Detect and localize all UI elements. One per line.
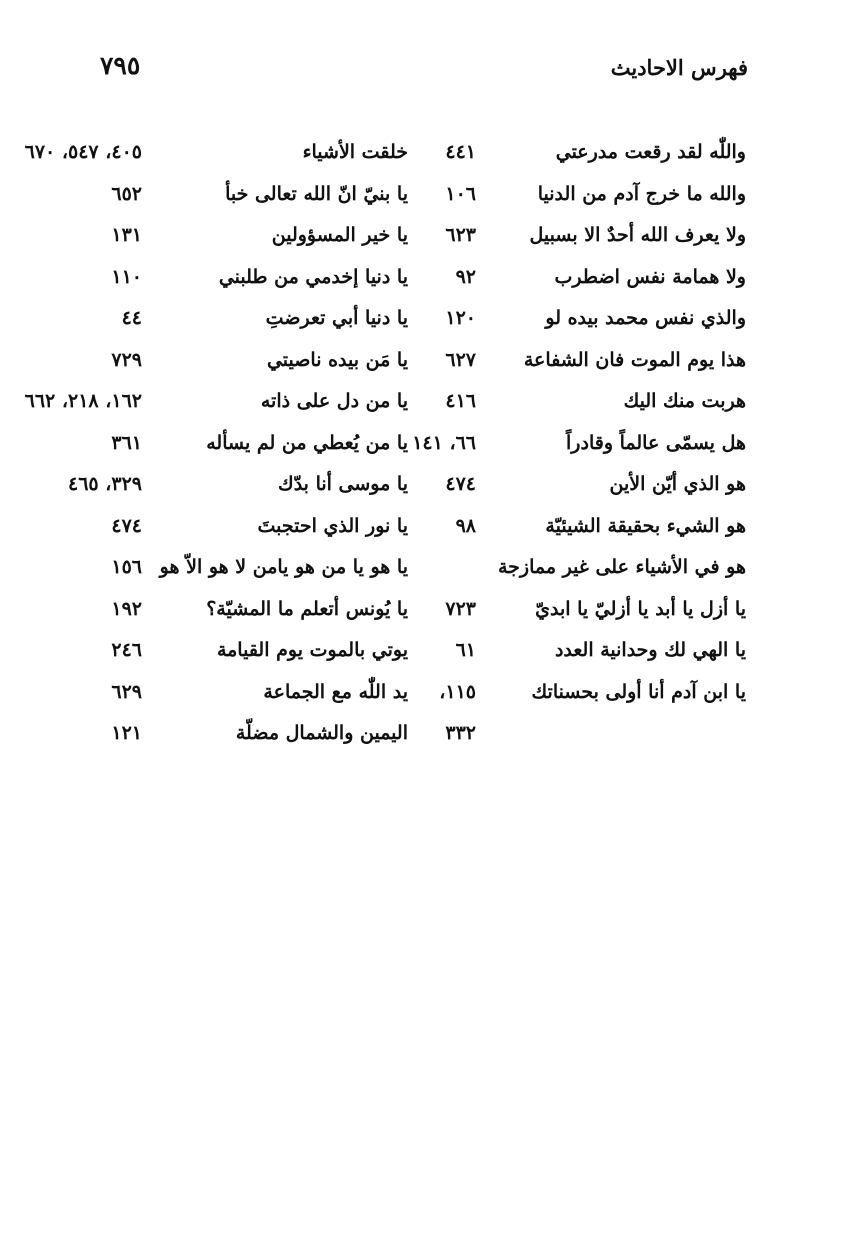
hadith-text: يا نور الذي احتجبتَ — [257, 514, 408, 537]
hadith-text: هو في الأشياء على غير ممازجة — [498, 556, 746, 578]
hadith-text: ولا همامة نفس اضطرب — [554, 265, 746, 288]
hadith-text: ولا يعرف الله أحدٌ الا بسبيل — [529, 224, 746, 246]
page-ref: ٧٢٣ — [445, 597, 476, 620]
page-ref: ٤٤١ — [445, 141, 476, 163]
hadith-text: هل يسمّى عالماً وقادراً — [566, 431, 746, 454]
index-row — [0, 464, 848, 506]
page-ref: ٦٢٧ — [445, 348, 476, 371]
page-ref: ١٦٢، ٢١٨، ٦٦٢ — [24, 390, 142, 412]
index-row — [0, 340, 848, 382]
hadith-text: والله ما خرج آدم من الدنيا — [537, 182, 746, 205]
index-row — [0, 547, 848, 589]
hadith-text: يا دنيا أبي تعرضتِ — [265, 307, 408, 329]
page-ref: ٣٣٢ — [445, 722, 476, 744]
hadith-text: يا أزل يا أبد يا أزليّ يا ابديّ — [535, 597, 746, 620]
index-row — [0, 630, 848, 672]
page-ref: ٦١ — [455, 639, 476, 661]
hadith-text: يا مَن بيده ناصيتي — [266, 348, 408, 371]
index-row — [0, 506, 848, 548]
hadith-text: خلقت الأشياء — [302, 141, 408, 163]
index-row — [0, 713, 848, 755]
page-ref: ٣٢٩، ٤٦٥ — [68, 473, 142, 495]
page-ref: ٤٧٤ — [445, 473, 476, 495]
page-ref: ٤٠٥، ٥٤٧، ٦٧٠ — [24, 141, 142, 163]
index-row — [0, 589, 848, 631]
hadith-text: هربت منك اليك — [623, 390, 746, 412]
hadith-text: اليمين والشمال مضلّة — [235, 722, 408, 744]
page-ref: ٢٤٦ — [111, 639, 142, 661]
hadith-text: هو الشيء بحقيقة الشيئيّة — [545, 514, 746, 537]
hadith-text: يا هو يا من هو يامن لا هو الاّ هو — [159, 556, 408, 578]
hadith-text: يا ابن آدم أنا أولى بحسناتك — [531, 680, 746, 703]
hadith-text: يا موسى أنا بدّك — [278, 473, 408, 495]
index-row — [0, 423, 848, 465]
page-ref: ١٣١ — [111, 224, 142, 246]
hadith-text: يا من دل على ذاته — [260, 390, 408, 412]
hadith-text: يا يُونس أتعلم ما المشيّة؟ — [206, 597, 408, 620]
hadith-text: يا الهي لك وحدانية العدد — [554, 639, 746, 661]
page-title: فهرس الاحاديث — [610, 55, 748, 80]
hadith-text: هذا يوم الموت فان الشفاعة — [523, 348, 746, 371]
index-row — [0, 174, 848, 216]
index-row — [0, 215, 848, 257]
page-ref: ٦٢٣ — [445, 224, 476, 246]
index-row — [0, 381, 848, 423]
hadith-text: يا دنيا إخدمي من طلبني — [218, 265, 408, 288]
page-ref: ٧٢٩ — [111, 348, 142, 371]
page-number: ٧٩٥ — [100, 51, 141, 80]
page-ref: ١٢١ — [111, 722, 142, 744]
hadith-text: هو الذي أيّن الأين — [609, 473, 746, 495]
hadith-text: والذي نفس محمد بيده لو — [545, 307, 746, 329]
page-ref: ٤٧٤ — [111, 514, 142, 537]
index-row — [0, 672, 848, 714]
page-ref: ١١٥، — [439, 680, 476, 703]
page-ref: ٦٦، ١٤١ — [412, 431, 476, 454]
page-ref: ١٩٢ — [111, 597, 142, 620]
page-ref: ١٢٠ — [445, 307, 476, 329]
hadith-text: يا خير المسؤولين — [271, 224, 408, 246]
hadith-text: يا من يُعطي من لم يسأله — [206, 431, 408, 454]
hadith-text: يوتي بالموت يوم القيامة — [216, 639, 408, 661]
page-ref: ٦٢٩ — [111, 680, 142, 703]
hadith-text: يا بنيّ انّ الله تعالى خبأ — [225, 182, 408, 205]
page-ref: ٩٨ — [455, 514, 476, 537]
index-row — [0, 298, 848, 340]
page-ref: ٤٤ — [121, 307, 142, 329]
page-header — [0, 51, 848, 95]
page-ref: ٤١٦ — [445, 390, 476, 412]
hadith-text: واللّٰه لقد رقعت مدرعتي — [555, 141, 746, 163]
index-row — [0, 257, 848, 299]
hadith-text: يد اللّٰه مع الجماعة — [263, 680, 408, 703]
page-ref: ١٥٦ — [111, 556, 142, 578]
page-ref: ٩٢ — [455, 265, 476, 288]
page-ref: ١١٠ — [111, 265, 142, 288]
index-row — [0, 132, 848, 174]
page-ref: ٣٦١ — [111, 431, 142, 454]
page-ref: ٦٥٢ — [111, 182, 142, 205]
page-ref: ١٠٦ — [445, 182, 476, 205]
hadith-index-table — [0, 132, 848, 755]
